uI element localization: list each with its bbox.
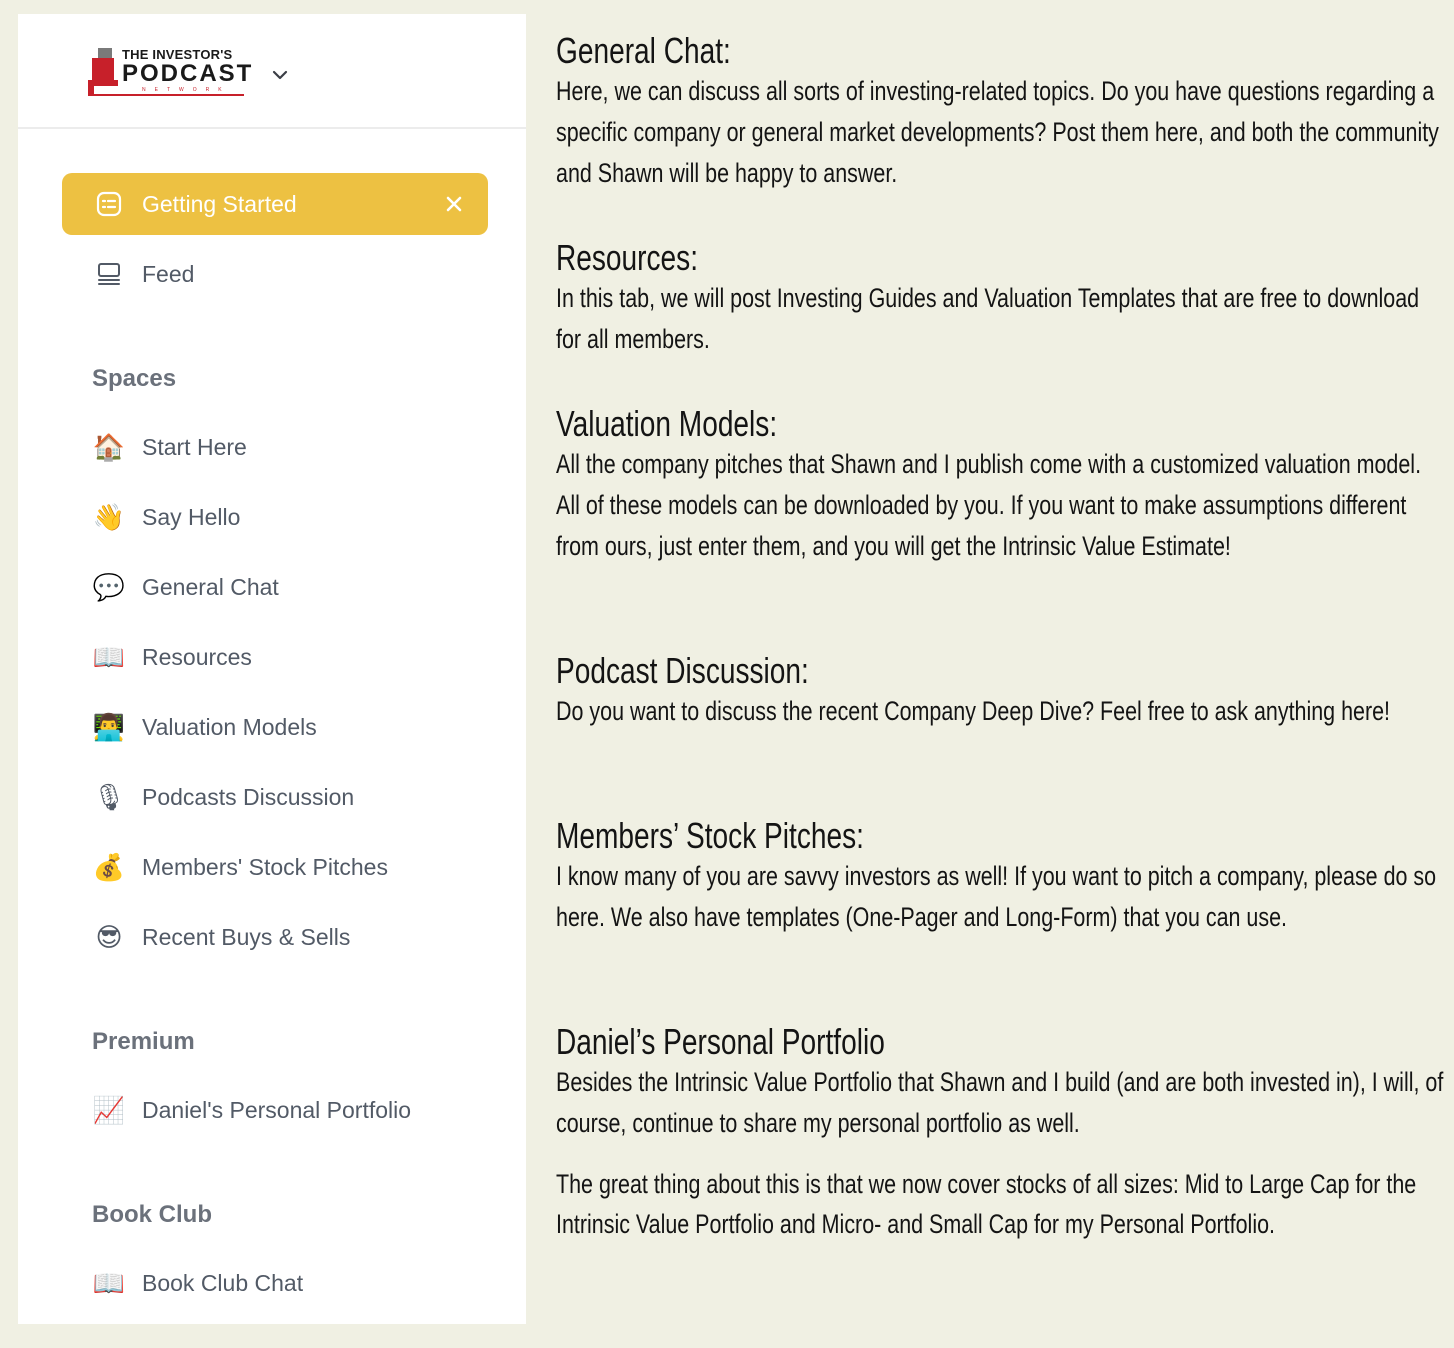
waving-hand-icon: 👋 bbox=[92, 501, 126, 532]
brand-header bbox=[18, 14, 526, 129]
section-heading: Podcast Discussion: bbox=[556, 650, 809, 691]
nav-item-label: Recent Buys & Sells bbox=[142, 923, 351, 950]
logo-text-main: PODCAST bbox=[122, 60, 254, 87]
section-paragraph: The great thing about this is that we now cover stocks of all sizes: Mid to Large Cap for the Intrinsic Value Portfolio and Micro- and Small Cap for my Personal Portfolio. bbox=[556, 1168, 1417, 1240]
nav-item-start-here[interactable] bbox=[62, 416, 488, 478]
nav-item-label: Book Club Chat bbox=[142, 1269, 304, 1296]
logo-text-top: THE INVESTOR'S bbox=[122, 47, 233, 62]
nav-item-label: Start Here bbox=[142, 433, 247, 460]
nav-item-daniels-personal-portfolio[interactable] bbox=[62, 1079, 488, 1141]
nav-item-recent-buys-sells[interactable] bbox=[62, 906, 488, 968]
sidebar bbox=[18, 14, 526, 1324]
nav-item-label: Resources bbox=[142, 643, 252, 670]
section-resources bbox=[556, 237, 1446, 360]
speech-bubble-icon: 💬 bbox=[92, 571, 126, 602]
section-heading: Resources: bbox=[556, 237, 699, 278]
nav-item-label: Feed bbox=[142, 260, 195, 287]
nav-item-say-hello[interactable] bbox=[62, 486, 488, 548]
logo-text-sub: NETWORK bbox=[142, 87, 231, 93]
section-heading: Daniel’s Personal Portfolio bbox=[556, 1021, 885, 1062]
close-icon[interactable] bbox=[442, 192, 466, 216]
section-paragraph: All the company pitches that Shawn and I publish come with a customized valuation model. All of these models can be downloaded by you. If you want to make assumptions different from ours, just enter them, and you will get the Intrinsic Value Estimate! bbox=[556, 449, 1422, 561]
nav-item-members-stock-pitches[interactable] bbox=[62, 836, 488, 898]
section-title-book-club: Book Club bbox=[92, 1201, 212, 1228]
nav-item-label: General Chat bbox=[142, 573, 279, 600]
section-paragraph: Here, we can discuss all sorts of investing-related topics. Do you have questions regarding a specific company or general market developments? Post them here, and both the community and Shawn will be happy to answer. bbox=[556, 76, 1439, 188]
money-bag-icon: 💰 bbox=[92, 851, 126, 882]
checklist-icon bbox=[92, 187, 126, 221]
section-valuation-models bbox=[556, 403, 1446, 566]
sunglasses-face-icon: 😎 bbox=[95, 921, 123, 952]
nav-item-label: Podcasts Discussion bbox=[142, 783, 355, 810]
nav-item-label: Getting Started bbox=[142, 190, 297, 217]
section-paragraph: In this tab, we will post Investing Guides and Valuation Templates that are free to download for all members. bbox=[556, 283, 1420, 354]
nav-item-general-chat[interactable] bbox=[62, 556, 488, 618]
nav-item-label: Say Hello bbox=[142, 503, 241, 530]
open-book-icon: 📖 bbox=[92, 641, 126, 672]
nav-item-podcasts-discussion[interactable] bbox=[62, 766, 488, 828]
section-members-stock-pitches bbox=[556, 815, 1446, 938]
section-heading: Valuation Models: bbox=[556, 403, 778, 444]
nav-item-feed[interactable] bbox=[62, 243, 488, 305]
section-title-premium: Premium bbox=[92, 1028, 195, 1055]
section-paragraph: Do you want to discuss the recent Company Deep Dive? Feel free to ask anything here! bbox=[556, 696, 1391, 727]
section-paragraph: I know many of you are savvy investors as well! If you want to pitch a company, please do so here. We also have templates (One-Pager and Long-Form) that you can use. bbox=[556, 861, 1437, 932]
section-general-chat bbox=[556, 30, 1446, 193]
feed-icon bbox=[92, 257, 126, 291]
chart-increasing-icon: 📈 bbox=[92, 1094, 126, 1125]
nav-item-resources[interactable] bbox=[62, 626, 488, 688]
nav-item-label: Valuation Models bbox=[142, 713, 317, 740]
section-title-spaces: Spaces bbox=[92, 365, 177, 392]
chevron-down-icon[interactable] bbox=[268, 63, 292, 87]
nav-item-label: Daniel's Personal Portfolio bbox=[142, 1096, 412, 1123]
nav-item-valuation-models[interactable] bbox=[62, 696, 488, 758]
section-heading: General Chat: bbox=[556, 30, 731, 71]
open-book-icon: 📖 bbox=[92, 1267, 126, 1298]
section-heading: Members’ Stock Pitches: bbox=[556, 815, 864, 856]
house-icon: 🏠 bbox=[92, 431, 126, 462]
nav-item-getting-started[interactable] bbox=[62, 173, 488, 235]
section-paragraph: Besides the Intrinsic Value Portfolio that Shawn and I build (and are both invested in), I will, of course, continue to share my personal portfolio as well. bbox=[556, 1067, 1444, 1138]
nav-item-label: Members' Stock Pitches bbox=[142, 853, 388, 880]
section-podcast-discussion bbox=[556, 650, 1446, 732]
nav-item-book-club-chat[interactable] bbox=[62, 1252, 488, 1314]
technologist-icon: 👨‍💻 bbox=[92, 711, 126, 742]
section-daniels-personal-portfolio bbox=[556, 1021, 1446, 1245]
microphone-icon: 🎙 bbox=[92, 781, 126, 812]
